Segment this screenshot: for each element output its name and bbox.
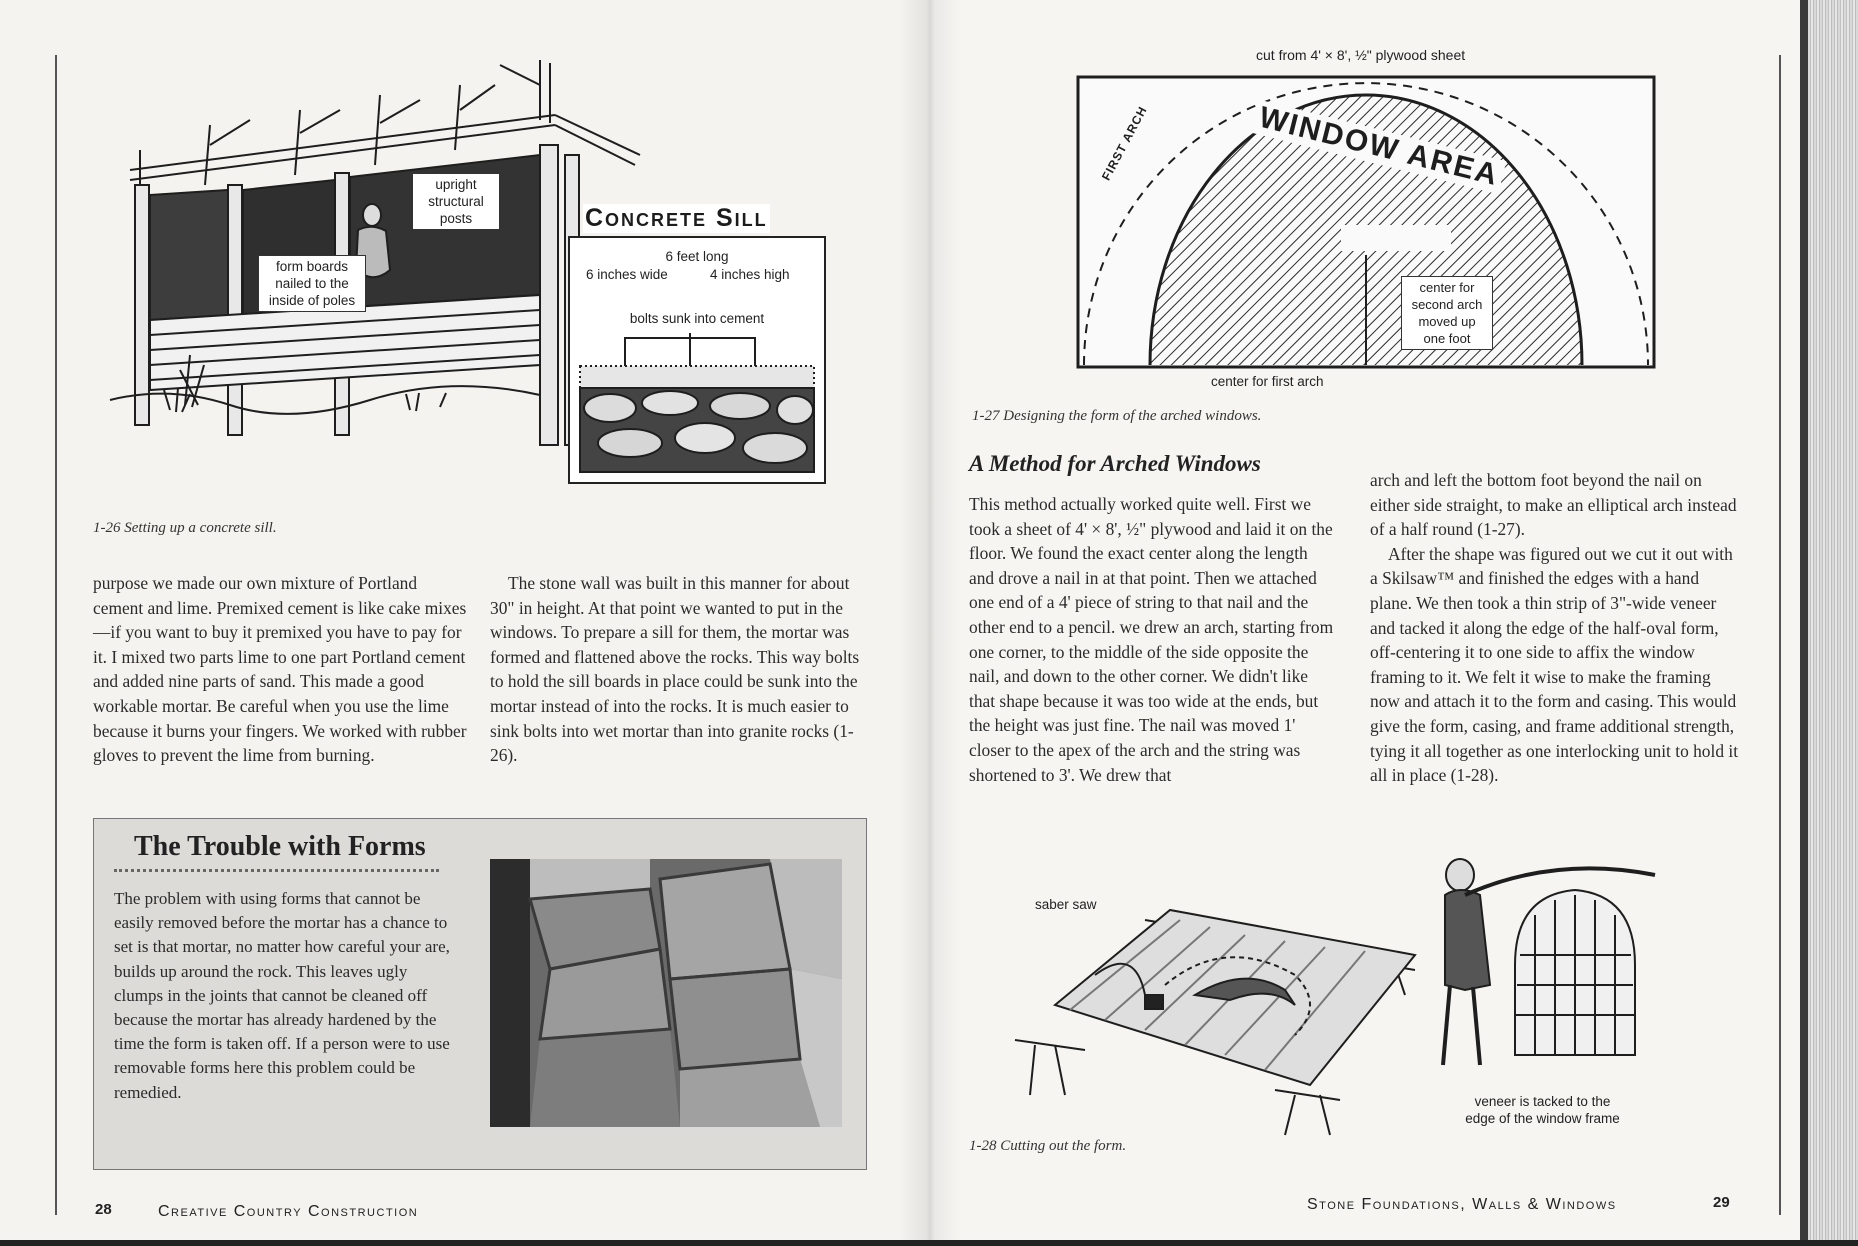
left-column-1: purpose we made our own mixture of Portland cement and lime. Premixed cement is like cake mixes—if you want to buy it premixed you have to pay for it. I mixed two parts lime to one part Portland cement and added nine parts of sand. This made a good workable mortar. Be careful when you use the lime because it burns your fingers. We worked with rubber gloves to prevent the lime from burning. xyxy=(93,573,467,766)
label-window-area: WINDOW AREA xyxy=(1252,100,1507,194)
bottom-edge xyxy=(0,1240,1858,1246)
label-center-second-arch: center for second arch moved up one foot xyxy=(1401,276,1493,350)
page-edge-stack xyxy=(1808,0,1858,1246)
sill-cross-section xyxy=(570,238,824,482)
section-heading-arched-windows: A Method for Arched Windows xyxy=(969,451,1261,476)
folio-left: 28 xyxy=(95,1201,112,1218)
label-plywood-sheet: cut from 4' × 8', ½" plywood sheet xyxy=(1256,47,1466,63)
label-saber-saw: saber saw xyxy=(1035,897,1097,912)
sidebar-trouble-with-forms xyxy=(93,818,867,1170)
spec-bolts: bolts sunk into cement xyxy=(629,311,765,326)
right-margin-rule xyxy=(1779,55,1781,1215)
sidebar-title: The Trouble with Forms xyxy=(134,831,426,862)
caption-1-28: 1-28 Cutting out the form. xyxy=(969,1138,1127,1154)
spec-width: 6 inches wide xyxy=(586,267,668,282)
stone-wall-photo xyxy=(490,859,842,1127)
spec-length: 6 feet long xyxy=(665,249,729,264)
caption-1-27: 1-27 Designing the form of the arched windows. xyxy=(972,408,1262,424)
concrete-sill-inset xyxy=(568,236,826,484)
concrete-sill-title: Concrete Sill xyxy=(585,204,768,232)
running-head-left: Creative Country Construction xyxy=(158,1203,419,1220)
spec-height: 4 inches high xyxy=(710,267,790,282)
book-gutter xyxy=(900,0,960,1246)
running-head-right: Stone Foundations, Walls & Windows xyxy=(1307,1196,1617,1213)
label-form-boards: form boards nailed to the inside of poles xyxy=(258,255,366,312)
label-center-first-arch: center for first arch xyxy=(1211,374,1324,389)
label-veneer: veneer is tacked to the edge of the window frame xyxy=(1465,1094,1620,1126)
right-column-1: This method actually worked quite well. First we took a sheet of 4' × 8', ½" plywood and laid it on the floor. We found the exact center along the length and drove a nail in at that point. Then we attached one end of a 4' piece of string to that nail and the other end to a pencil. we drew an arch, starting from one corner, to the middle of the side opposite the nail, and down to the other corner. We didn't like that shape because it was too wide at the ends, but the height was just fine. The nail was moved 1' closer to the apex of the arch and the string was shortened to 3'. We drew that xyxy=(969,494,1334,785)
label-upright-posts: upright structural posts xyxy=(412,173,500,230)
label-first-arch: FIRST ARCH xyxy=(1098,103,1150,183)
sidebar-text: The problem with using forms that cannot be easily removed before the mortar has a chance to set is that mortar, no matter how careful your are, builds up around the rock. This leaves ugly clumps in the joints that cannot be cleaned off because the mortar has already hardened by the time the form is taken off. If a person were to use removable forms here this problem could be remedied. xyxy=(114,889,450,1102)
left-margin-rule xyxy=(55,55,57,1215)
caption-1-26: 1-26 Setting up a concrete sill. xyxy=(93,520,277,536)
folio-right: 29 xyxy=(1713,1194,1730,1211)
left-column-2: The stone wall was built in this manner for about 30" in height. At that point we wanted to put in the windows. To prepare a sill for them, the mortar was formed and flattened above the rocks. This way bolts to hold the sill boards in place could be sunk into the mortar instead of into the rocks. It is much easier to sink bolts into wet mortar than into granite rocks (1-26). xyxy=(490,573,860,766)
figure-1-27-diagram xyxy=(1076,75,1656,371)
sidebar-divider xyxy=(114,869,439,872)
right-column-2: arch and left the bottom foot beyond the nail on either side straight, to make an elliptical arch instead of a half round (1-27). After the shape was figured out we cut it out with a Skilsaw™ and finished the edges with a hand plane. We then took a thin strip of 3"-wide veneer and tacked it along the edge of the half-oval form, off-centering it to one side to affix the window framing to it. We felt it wise to make the framing now and attach it to the form and casing. This would give the form, casing, and frame additional strength, tying it all together as one interlocking unit to hold it all in place (1-28). xyxy=(1370,470,1739,786)
